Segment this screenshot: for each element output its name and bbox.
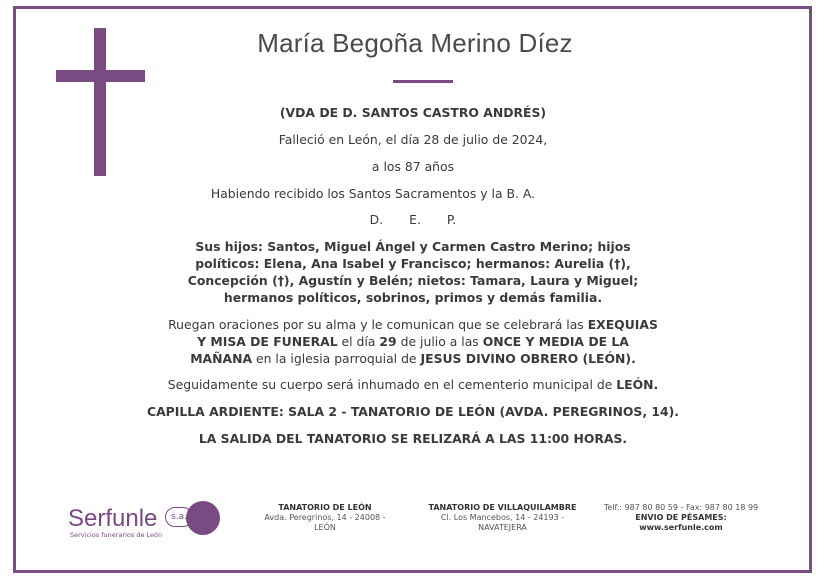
footer-tanatorio-leon: TANATORIO DE LEÓN Avda. Peregrinos, 14 - 24008 - LEÓN — [264, 503, 386, 532]
logo-sa: s.a. — [165, 507, 193, 527]
burial-line: Seguidamente su cuerpo será inhumado en el cementerio municipal de LEÓN. — [167, 377, 659, 392]
logo-text: Serfunle — [68, 505, 158, 532]
departure-line: LA SALIDA DEL TANATORIO SE RELIZARÁ A LAS 11:00 HORAS. — [198, 431, 628, 446]
sacraments-line: Habiendo recibido los Santos Sacramentos y la B. A. — [210, 186, 536, 201]
funeral-paragraph: Ruegan oraciones por su alma y le comunican que se celebrará las EXEQUIAS Y MISA DE FUNERAL el día 29 de julio a las ONCE Y MEDIA DE LA MAÑANA en la iglesia parroquial de JESUS DIVINO OBRERO (LEÓN). — [168, 317, 658, 366]
dep-e: E. — [409, 212, 421, 227]
serfunle-logo — [68, 499, 228, 543]
footer-tanatorio-villaquilambre: TANATORIO DE VILLAQUILAMBRE Cl. Los Mancebos, 14 - 24193 - NAVATEJERA — [428, 503, 577, 532]
logo-subtitle: Servicios funerarios de León — [70, 531, 163, 539]
title-divider — [393, 80, 453, 83]
dep-line — [160, 211, 666, 228]
widow-line: (VDA DE D. SANTOS CASTRO ANDRÉS) — [279, 105, 547, 120]
age-line: a los 87 años — [371, 159, 455, 174]
death-line: Falleció en León, el día 28 de julio de 2024, — [278, 132, 548, 147]
cross-icon-bar — [56, 70, 145, 82]
website-link[interactable]: www.serfunle.com — [639, 523, 723, 532]
dep-p: P. — [446, 212, 457, 227]
family-paragraph: Sus hijos: Santos, Miguel Ángel y Carmen Castro Merino; hijos políticos: Elena, Ana Isabel y Francisco; hermanos: Aurelia (†), Concepción (†), Agustín y Belén; nietos: Tamara, Laura y Miguel; hermanos políticos, sobrinos, primos y demás familia. — [187, 239, 639, 305]
chapel-line: CAPILLA ARDIENTE: SALA 2 - TANATORIO DE LEÓN (AVDA. PEREGRINOS, 14). — [147, 404, 679, 419]
deceased-name: María Begoña Merino Díez — [257, 28, 573, 58]
footer-contact: Telf.: 987 80 80 59 - Fax: 987 80 18 99 ENVIO DE PÉSAMES: www.serfunle.com — [600, 503, 762, 533]
dep-d: D. — [369, 212, 384, 227]
